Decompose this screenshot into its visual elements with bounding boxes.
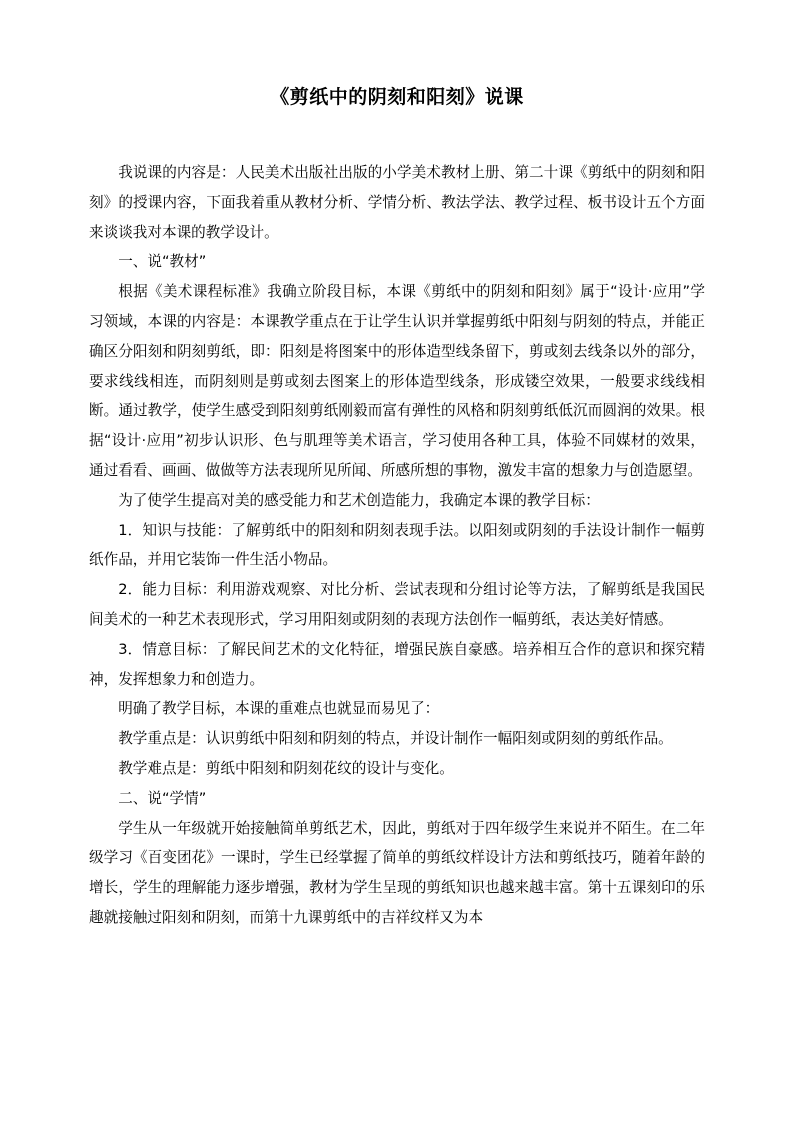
objective-affective-paragraph: 3．情意目标：了解民间艺术的文化特征，增强民族自豪感。培养相互合作的意识和探究精神，发挥想象力和创造力。 bbox=[89, 640, 705, 688]
intro-paragraph: 我说课的内容是：人民美术出版社出版的小学美术教材上册、第二十课《剪纸中的阴刻和阳刻》的授课内容，下面我着重从教材分析、学情分析、教法学法、教学过程、板书设计五个方面来谈谈我对本课的教学设计。 bbox=[89, 164, 705, 241]
teaching-focus-paragraph: 教学重点是：认识剪纸中阳刻和阴刻的特点，并设计制作一幅阳刻或阴刻的剪纸作品。 bbox=[118, 730, 673, 748]
document-title: 《剪纸中的阴刻和阳刻》说课 bbox=[270, 86, 524, 108]
objectives-intro-paragraph: 为了使学生提高对美的感受能力和艺术创造能力，我确定本课的教学目标： bbox=[118, 491, 600, 509]
teaching-difficulty-paragraph: 教学难点是：剪纸中阳刻和阴刻花纹的设计与变化。 bbox=[118, 759, 454, 777]
objective-ability-paragraph: 2．能力目标：利用游戏观察、对比分析、尝试表现和分组讨论等方法，了解剪纸是我国民间美术的一种艺术表现形式，学习用阳刻或阴刻的表现方法创作一幅剪纸，表达美好情感。 bbox=[89, 581, 705, 628]
key-points-intro-paragraph: 明确了教学目标，本课的重难点也就显而易见了： bbox=[118, 700, 440, 718]
document-body bbox=[89, 158, 705, 933]
section-heading-students: 二、说“学情” bbox=[118, 789, 207, 807]
section-heading-textbook: 一、说“教材” bbox=[118, 253, 207, 271]
textbook-analysis-paragraph: 根据《美术课程标准》我确立阶段目标，本课《剪纸中的阴刻和阳刻》属于“设计·应用”学习领域，本课的内容是：本课教学重点在于让学生认识并掌握剪纸中阳刻与阴刻的特点，并能正确区分阳刻和阴刻剪纸，即：阳刻是将图案中的形体造型线条留下，剪或刻去线条以外的部分，要求线线相连，而阴刻则是剪或刻去图案上的形体造型线条，形成镂空效果，一般要求线线相断。通过教学，使学生感受到阳刻剪纸刚毅而富有弹性的风格和阴刻剪纸低沉而圆润的效果。根据“设计·应用”初步认识形、色与肌理等美术语言，学习使用各种工具，体验不同媒材的效果，通过看看、画画、做做等方法表现所见所闻、所感所想的事物，激发丰富的想象力与创造愿望。 bbox=[89, 283, 705, 479]
student-analysis-paragraph: 学生从一年级就开始接触简单剪纸艺术，因此，剪纸对于四年级学生来说并不陌生。在二年级学习《百变团花》一课时，学生已经掌握了简单的剪纸纹样设计方法和剪纸技巧，随着年龄的增长，学生的理解能力逐步增强，教材为学生呈现的剪纸知识也越来越丰富。第十五课刻印的乐趣就接触过阳刻和阴刻，而第十九课剪纸中的吉祥纹样又为本 bbox=[89, 819, 705, 926]
objective-knowledge-paragraph: 1．知识与技能：了解剪纸中的阳刻和阴刻表现手法。以阳刻或阴刻的手法设计制作一幅剪纸作品，并用它装饰一件生活小物品。 bbox=[89, 521, 705, 569]
